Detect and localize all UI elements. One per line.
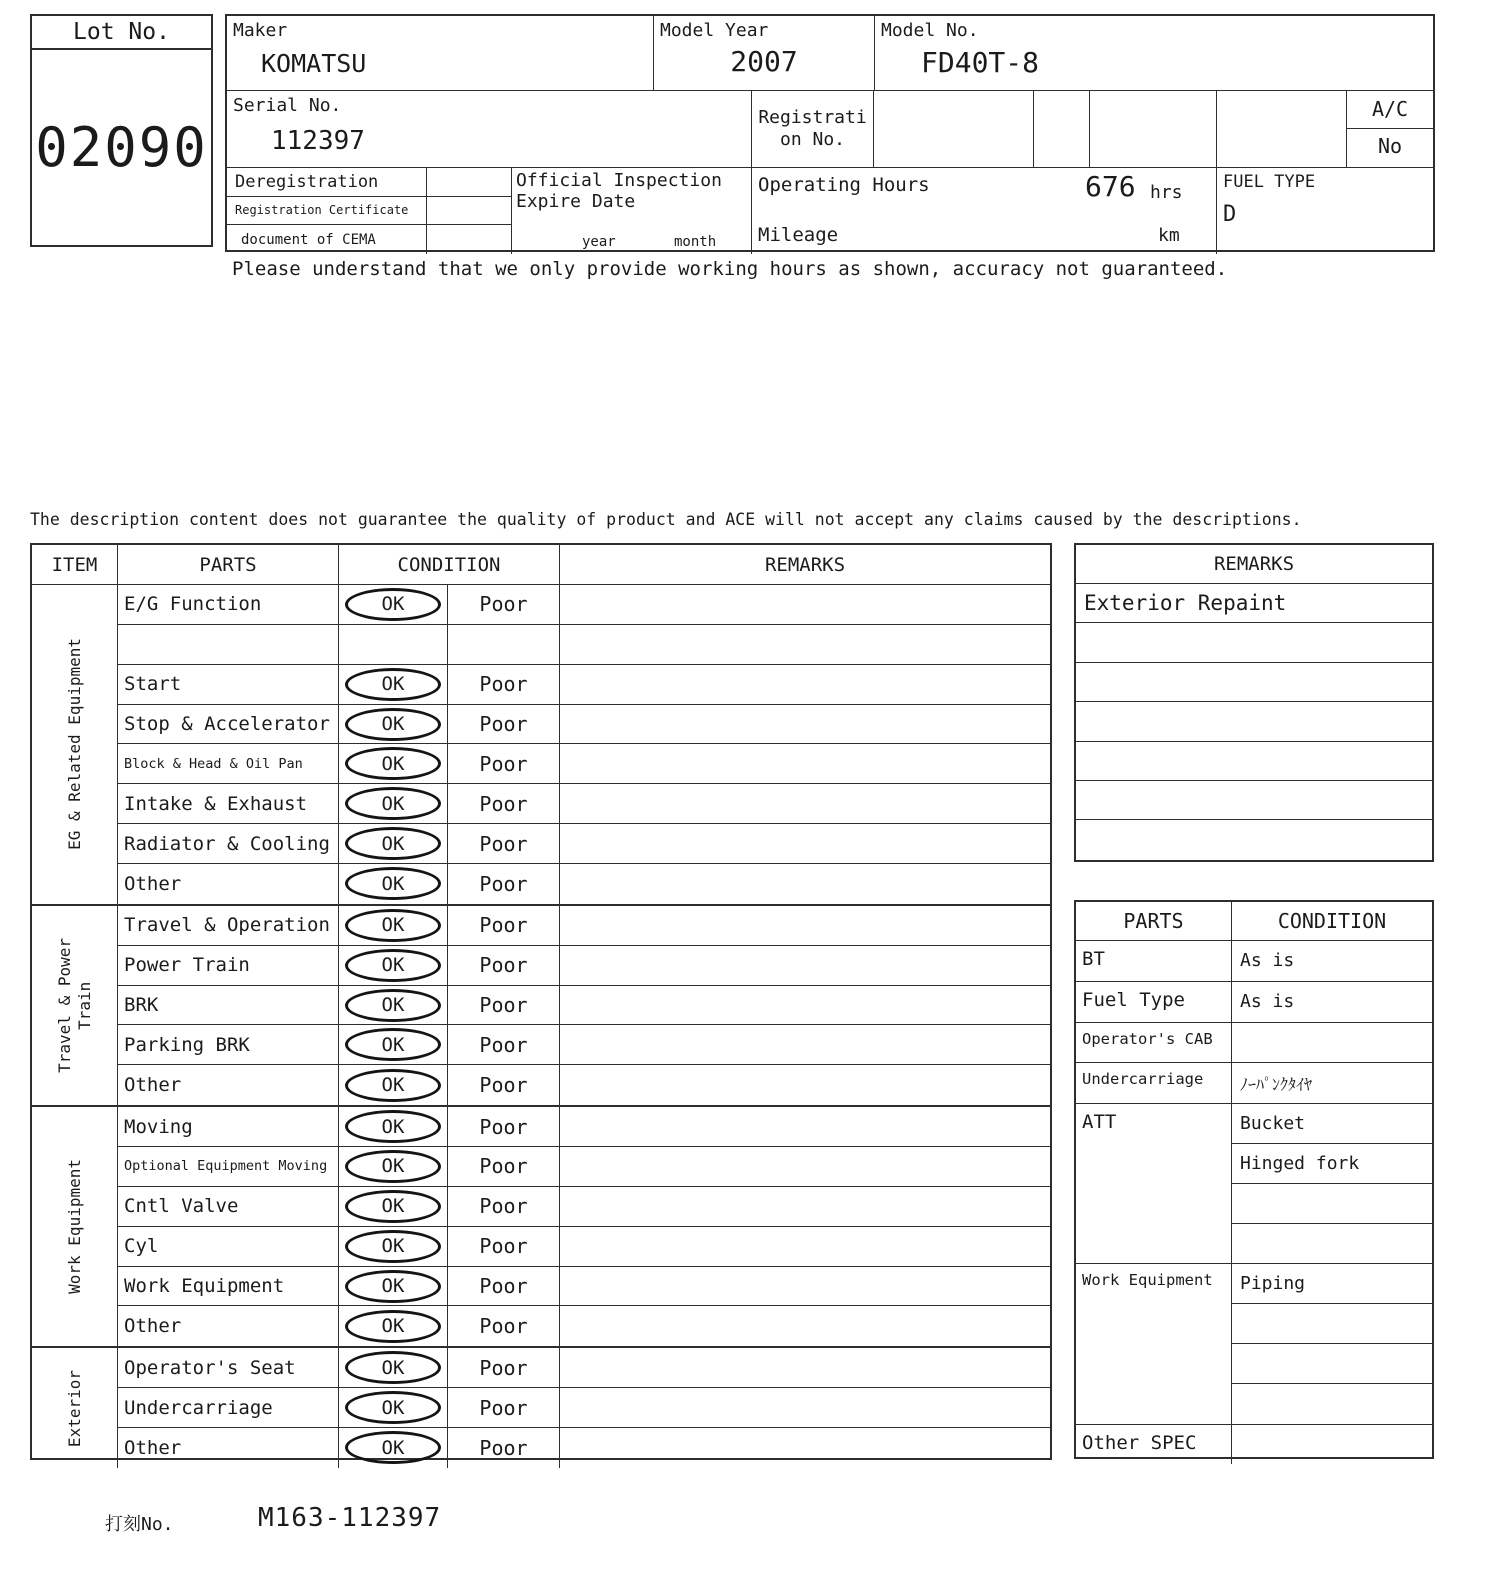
empty-cell	[1090, 91, 1217, 168]
registration-no-label-cell	[752, 91, 874, 168]
part-cell: Optional Equipment Moving	[118, 1147, 339, 1186]
part-cell: Radiator & Cooling	[118, 824, 339, 863]
remarks-cell	[560, 744, 1050, 783]
maker-cell	[227, 16, 654, 91]
condition-ok-cell	[339, 665, 448, 704]
ok-circled-mark: OK	[345, 1110, 441, 1143]
condition-poor-cell: Poor	[448, 1025, 560, 1064]
spec-condition-cell	[1232, 1344, 1432, 1384]
table-row	[118, 705, 1050, 745]
remarks-row	[1076, 820, 1432, 859]
ok-circled-mark: OK	[345, 827, 441, 860]
spec-condition-cell	[1232, 1304, 1432, 1344]
lot-number-value: 02090	[35, 116, 208, 179]
spec-parts-header: PARTS	[1076, 902, 1232, 940]
operating-hours-value: 676	[1085, 170, 1136, 203]
machine-info-table	[225, 14, 1435, 252]
spec-condition-cell: As is	[1240, 950, 1295, 972]
spec-condition-header: CONDITION	[1277, 909, 1387, 933]
registration-no-label: Registrati on No.	[758, 107, 867, 150]
model-no-label: Model No.	[881, 20, 979, 41]
condition-ok-cell	[339, 1348, 448, 1387]
remarks-cell	[560, 1065, 1050, 1105]
official-inspection-label: Official Inspection Expire Date	[516, 170, 722, 212]
ok-circled-mark: OK	[345, 909, 441, 942]
operating-hours-unit: hrs	[1150, 182, 1183, 203]
spec-row	[1076, 941, 1432, 982]
table-row	[118, 1107, 1050, 1147]
table-row	[118, 864, 1050, 904]
part-cell: Parking BRK	[118, 1025, 339, 1064]
remarks-cell	[560, 625, 1050, 664]
part-cell: Intake & Exhaust	[118, 784, 339, 823]
condition-ok-cell	[339, 986, 448, 1025]
item-group-label-cell	[32, 585, 118, 904]
remarks-cell	[560, 864, 1050, 904]
remarks-row	[1076, 663, 1432, 702]
remarks-cell	[560, 1306, 1050, 1346]
spec-condition-cell	[1232, 1425, 1432, 1465]
table-row	[118, 986, 1050, 1026]
lot-number-label: Lot No.	[32, 16, 211, 50]
condition-header: CONDITION	[339, 545, 560, 584]
condition-poor-cell	[448, 625, 560, 664]
table-row	[118, 1227, 1050, 1267]
spec-part-cell: Other SPEC	[1076, 1425, 1232, 1465]
ok-circled-mark: OK	[345, 1190, 441, 1223]
table-row	[118, 1267, 1050, 1307]
condition-ok-cell	[339, 625, 448, 664]
spec-part-cell: Fuel Type	[1076, 982, 1232, 1022]
condition-poor-cell: Poor	[448, 906, 560, 945]
table-row	[118, 784, 1050, 824]
remarks-cell	[560, 986, 1050, 1025]
model-year-cell	[654, 16, 875, 91]
ok-circled-mark: OK	[345, 1028, 441, 1061]
remarks-row	[1076, 742, 1432, 781]
remarks-cell	[560, 1428, 1050, 1468]
part-cell: Other	[118, 1065, 339, 1105]
serial-no-cell	[227, 91, 752, 168]
spec-condition-cell: Piping	[1232, 1264, 1432, 1304]
remarks-cell	[560, 1348, 1050, 1387]
remarks-cell	[560, 665, 1050, 704]
deregistration-label: Deregistration	[227, 168, 427, 196]
maker-value: KOMATSU	[261, 49, 367, 78]
part-cell: Stop & Accelerator	[118, 705, 339, 744]
ok-circled-mark: OK	[345, 1391, 441, 1424]
condition-poor-cell: Poor	[448, 986, 560, 1025]
item-group-label-cell	[32, 1107, 118, 1346]
table-row	[118, 1025, 1050, 1065]
part-cell: E/G Function	[118, 585, 339, 624]
spec-row	[1076, 1425, 1432, 1465]
remarks-table-header: REMARKS	[1076, 545, 1432, 584]
parts-header: PARTS	[118, 545, 339, 584]
table-row	[118, 1428, 1050, 1468]
condition-ok-cell	[339, 1227, 448, 1266]
table-row	[118, 906, 1050, 946]
operating-hours-cell	[752, 168, 1217, 254]
remarks-row	[1076, 781, 1432, 820]
condition-ok-cell	[339, 784, 448, 823]
spec-row	[1076, 1023, 1432, 1064]
stamp-no-value: M163-112397	[258, 1503, 442, 1533]
table-row	[118, 744, 1050, 784]
inspection-table-body	[32, 585, 1050, 1468]
condition-poor-cell: Poor	[448, 1388, 560, 1427]
condition-ok-cell	[339, 824, 448, 863]
registration-no-value-cell	[874, 91, 1034, 168]
spec-part-cell: BT	[1076, 941, 1232, 981]
remarks-cell	[560, 1267, 1050, 1306]
ac-cell	[1347, 91, 1433, 168]
remarks-cell	[560, 585, 1050, 624]
condition-ok-cell	[339, 946, 448, 985]
item-group-rows	[118, 1107, 1050, 1346]
item-group-label-line: Work Equipment	[64, 1159, 84, 1295]
registration-certificate-label: Registration Certificate	[227, 197, 427, 225]
remarks-cell	[560, 906, 1050, 945]
part-cell: Block & Head & Oil Pan	[118, 744, 339, 783]
part-cell: Cntl Valve	[118, 1187, 339, 1226]
spec-table-header	[1076, 902, 1432, 941]
remarks-cell	[560, 824, 1050, 863]
remarks-cell	[560, 784, 1050, 823]
ok-circled-mark: OK	[345, 1230, 441, 1263]
condition-ok-cell	[339, 585, 448, 624]
remarks-cell	[560, 1107, 1050, 1146]
condition-ok-cell	[339, 906, 448, 945]
condition-poor-cell: Poor	[448, 1107, 560, 1146]
table-row	[118, 1065, 1050, 1105]
ok-circled-mark: OK	[345, 1150, 441, 1183]
condition-ok-cell	[339, 1107, 448, 1146]
ok-circled-mark: OK	[345, 787, 441, 820]
item-group-label-line: Train	[74, 981, 94, 1030]
table-row	[118, 1147, 1050, 1187]
remarks-row	[1076, 623, 1432, 662]
table-row	[118, 1388, 1050, 1428]
document-of-cema-row	[227, 225, 511, 254]
model-no-value: FD40T-8	[921, 46, 1040, 79]
spec-condition-cells	[1232, 1264, 1432, 1423]
item-header: ITEM	[32, 545, 118, 584]
spec-part-cell: Undercarriage	[1076, 1063, 1232, 1103]
item-group-label-cell	[32, 906, 118, 1105]
remarks-cell	[560, 1187, 1050, 1226]
spec-row	[1076, 1063, 1432, 1104]
condition-ok-cell	[339, 705, 448, 744]
ok-circled-mark: OK	[345, 588, 441, 621]
remarks-cell	[560, 1388, 1050, 1427]
model-year-value: 2007	[730, 45, 798, 78]
spec-condition-cell: Bucket	[1232, 1104, 1432, 1144]
table-row	[118, 1348, 1050, 1388]
lot-number-box	[30, 14, 213, 247]
fuel-type-cell	[1217, 168, 1433, 254]
item-group-label-line: Travel & Power	[54, 938, 74, 1073]
remarks-cell	[560, 1147, 1050, 1186]
ok-circled-mark: OK	[345, 1270, 441, 1303]
maker-label: Maker	[233, 20, 288, 41]
spec-condition-cells	[1232, 1425, 1432, 1465]
empty-cell	[1034, 91, 1090, 168]
part-cell: Power Train	[118, 946, 339, 985]
official-inspection-cell	[512, 168, 752, 254]
spec-table	[1074, 900, 1434, 1459]
spec-condition-cell	[1232, 1384, 1432, 1424]
part-cell: Operator's Seat	[118, 1348, 339, 1387]
ok-circled-mark: OK	[345, 708, 441, 741]
condition-ok-cell	[339, 744, 448, 783]
item-group	[32, 585, 1050, 906]
spec-condition-cell	[1232, 1023, 1432, 1063]
mileage-label: Mileage	[758, 224, 839, 246]
condition-ok-cell	[339, 1306, 448, 1346]
spec-condition-cell	[1232, 1184, 1432, 1224]
condition-poor-cell: Poor	[448, 705, 560, 744]
part-cell	[118, 625, 339, 664]
item-group-label	[65, 1159, 85, 1294]
remarks-row: Exterior Repaint	[1076, 584, 1432, 623]
item-group-rows	[118, 906, 1050, 1105]
inspection-table	[30, 543, 1052, 1460]
part-cell: Moving	[118, 1107, 339, 1146]
condition-poor-cell: Poor	[448, 784, 560, 823]
condition-poor-cell: Poor	[448, 1147, 560, 1186]
spec-row	[1076, 1264, 1432, 1424]
condition-poor-cell: Poor	[448, 1306, 560, 1346]
deregistration-row	[227, 168, 511, 197]
spec-condition-cell: As is	[1240, 991, 1295, 1013]
item-group-label	[55, 938, 95, 1073]
condition-ok-cell	[339, 1025, 448, 1064]
item-group-label	[65, 1370, 85, 1447]
ok-circled-mark: OK	[345, 989, 441, 1022]
spec-condition-cells	[1232, 941, 1432, 981]
condition-poor-cell: Poor	[448, 1348, 560, 1387]
remarks-cell	[560, 705, 1050, 744]
item-group-label-cell	[32, 1348, 118, 1468]
condition-ok-cell	[339, 1065, 448, 1105]
document-status-cell	[227, 168, 512, 254]
fuel-type-label: FUEL TYPE	[1223, 172, 1316, 192]
item-group-rows	[118, 585, 1050, 904]
part-cell: BRK	[118, 986, 339, 1025]
condition-ok-cell	[339, 1267, 448, 1306]
working-hours-note: Please understand that we only provide working hours as shown, accuracy not guaranteed.	[232, 258, 1228, 280]
item-group-label-line: EG & Related Equipment	[64, 638, 84, 851]
spec-row	[1076, 1104, 1432, 1264]
stamp-no-label: 打刻No.	[105, 1514, 174, 1535]
part-cell: Work Equipment	[118, 1267, 339, 1306]
condition-poor-cell: Poor	[448, 1428, 560, 1468]
item-group	[32, 1348, 1050, 1468]
table-row	[118, 946, 1050, 986]
part-cell: Start	[118, 665, 339, 704]
serial-no-value: 112397	[271, 126, 365, 156]
spec-condition-cells	[1232, 982, 1432, 1022]
mileage-unit: km	[1158, 225, 1180, 246]
ok-circled-mark: OK	[345, 1431, 441, 1464]
fuel-type-value: D	[1223, 202, 1237, 227]
document-of-cema-label: document of CEMA	[227, 225, 427, 254]
remarks-cell	[560, 1227, 1050, 1266]
registration-certificate-row	[227, 197, 511, 226]
condition-poor-cell: Poor	[448, 1187, 560, 1226]
condition-poor-cell: Poor	[448, 824, 560, 863]
part-cell: Other	[118, 1428, 339, 1468]
item-group-label-line: Exterior	[64, 1369, 84, 1447]
serial-no-label: Serial No.	[233, 95, 342, 116]
table-row	[118, 585, 1050, 625]
part-cell: Other	[118, 1306, 339, 1346]
item-group	[32, 1107, 1050, 1348]
ok-circled-mark: OK	[345, 668, 441, 701]
condition-poor-cell: Poor	[448, 665, 560, 704]
spec-condition-cells	[1232, 1063, 1432, 1103]
spec-condition-cell	[1232, 1224, 1432, 1264]
ok-circled-mark: OK	[345, 1310, 441, 1343]
condition-poor-cell: Poor	[448, 1227, 560, 1266]
spec-row	[1076, 982, 1432, 1023]
condition-ok-cell	[339, 1187, 448, 1226]
spec-condition-cells	[1232, 1104, 1432, 1263]
ac-label: A/C	[1347, 91, 1433, 129]
ok-circled-mark: OK	[345, 949, 441, 982]
spec-table-body	[1076, 941, 1432, 1464]
condition-ok-cell	[339, 1428, 448, 1468]
item-group	[32, 906, 1050, 1107]
condition-ok-cell	[339, 1147, 448, 1186]
ok-circled-mark: OK	[345, 1069, 441, 1102]
spec-condition-cell: Hinged fork	[1232, 1144, 1432, 1184]
remarks-header: REMARKS	[764, 553, 846, 576]
remarks-row	[1076, 702, 1432, 741]
table-row	[118, 824, 1050, 864]
remarks-table	[1074, 543, 1434, 862]
inspection-table-header	[32, 545, 1050, 585]
table-row	[118, 1187, 1050, 1227]
ok-circled-mark: OK	[345, 1351, 441, 1384]
condition-poor-cell: Poor	[448, 1267, 560, 1306]
table-row	[118, 625, 1050, 665]
table-row	[118, 1306, 1050, 1346]
operating-hours-label: Operating Hours	[758, 174, 930, 196]
description-disclaimer: The description content does not guarantee the quality of product and ACE will not accept any claims caused by the descriptions.	[30, 510, 1302, 529]
condition-poor-cell: Poor	[448, 585, 560, 624]
table-row	[118, 665, 1050, 705]
ac-value: No	[1377, 134, 1403, 158]
part-cell: Cyl	[118, 1227, 339, 1266]
spec-part-cell: Work Equipment	[1076, 1264, 1232, 1423]
spec-part-cell: ATT	[1076, 1104, 1232, 1263]
condition-poor-cell: Poor	[448, 1065, 560, 1105]
model-no-cell	[875, 16, 1433, 91]
condition-ok-cell	[339, 1388, 448, 1427]
remarks-cell	[560, 1025, 1050, 1064]
condition-ok-cell	[339, 864, 448, 904]
remarks-cell	[560, 946, 1050, 985]
empty-cell	[1217, 91, 1347, 168]
month-label: month	[674, 234, 717, 250]
model-year-label: Model Year	[660, 20, 769, 41]
item-group-label	[65, 638, 85, 850]
ok-circled-mark: OK	[345, 867, 441, 900]
ok-circled-mark: OK	[345, 747, 441, 780]
spec-part-cell: Operator's CAB	[1076, 1023, 1232, 1063]
spec-condition-cells	[1232, 1023, 1432, 1063]
year-label: year	[582, 234, 616, 250]
item-group-rows	[118, 1348, 1050, 1468]
condition-poor-cell: Poor	[448, 946, 560, 985]
remarks-table-body	[1076, 584, 1432, 860]
part-cell: Travel & Operation	[118, 906, 339, 945]
part-cell: Other	[118, 864, 339, 904]
condition-poor-cell: Poor	[448, 744, 560, 783]
spec-condition-cell: ﾉｰﾊﾟﾝｸﾀｲﾔ	[1240, 1074, 1313, 1094]
condition-poor-cell: Poor	[448, 864, 560, 904]
part-cell: Undercarriage	[118, 1388, 339, 1427]
